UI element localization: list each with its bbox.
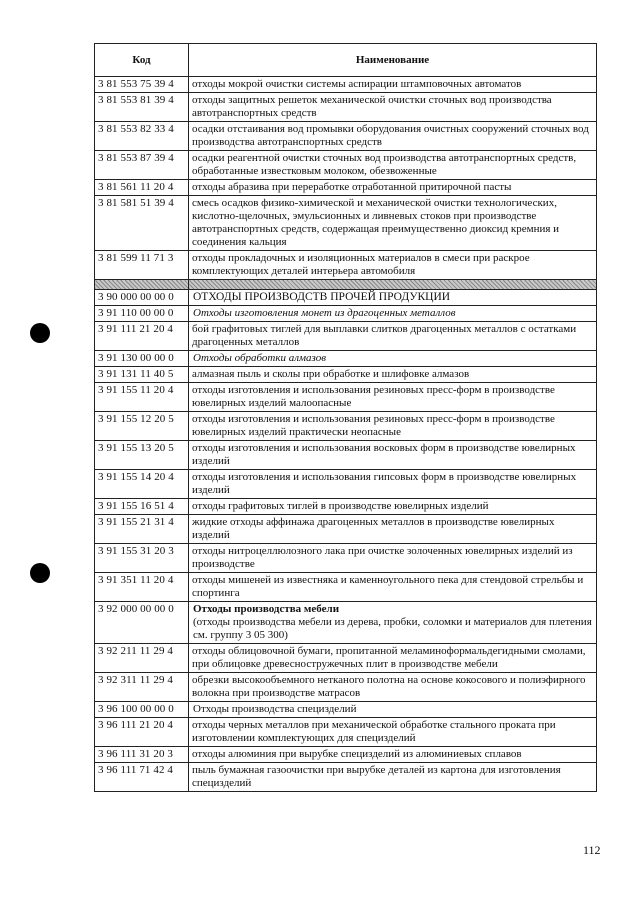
- row-code: 3 91 155 16 51 4: [95, 499, 189, 515]
- table-row: [95, 544, 597, 573]
- row-name: отходы изготовления и использования восковых форм в производстве ювелирных изделий: [189, 441, 597, 470]
- row-code: 3 96 111 31 20 3: [95, 747, 189, 763]
- subgroup-row: [95, 351, 597, 367]
- table-row: [95, 93, 597, 122]
- table-row: [95, 180, 597, 196]
- group-title: Отходы производства специзделий: [189, 702, 597, 718]
- row-name: смесь осадков физико-химической и механической очистки технологических, кислотно-щелочных, эмульсионных и ливневых стоков при производстве автотранспортных средств, содержащая преимущественно диоксид кремния и соединения кальция: [189, 196, 597, 251]
- row-name: отходы абразива при переработке отработанной притирочной пасты: [189, 180, 597, 196]
- row-code: 3 91 155 31 20 3: [95, 544, 189, 573]
- table-row: [95, 763, 597, 792]
- group-row: [95, 702, 597, 718]
- row-code: 3 81 581 51 39 4: [95, 196, 189, 251]
- table-row: [95, 718, 597, 747]
- row-name: отходы прокладочных и изоляционных материалов в смеси при раскрое комплектующих деталей интерьера автомобиля: [189, 251, 597, 280]
- section-title: ОТХОДЫ ПРОИЗВОДСТВ ПРОЧЕЙ ПРОДУКЦИИ: [189, 290, 597, 306]
- table-row: [95, 747, 597, 763]
- row-name: алмазная пыль и сколы при обработке и шлифовке алмазов: [189, 367, 597, 383]
- row-code: 3 96 111 21 20 4: [95, 718, 189, 747]
- section-divider-band: [95, 280, 597, 290]
- row-code: 3 81 553 81 39 4: [95, 93, 189, 122]
- binder-hole: [30, 563, 50, 583]
- row-code: 3 81 553 82 33 4: [95, 122, 189, 151]
- row-code: 3 92 211 11 29 4: [95, 644, 189, 673]
- row-code: 3 92 311 11 29 4: [95, 673, 189, 702]
- section-code: 3 90 000 00 00 0: [95, 290, 189, 306]
- subgroup-code: 3 91 130 00 00 0: [95, 351, 189, 367]
- row-name: отходы нитроцеллюлозного лака при очистке золоченных ювелирных изделий из производстве: [189, 544, 597, 573]
- table-row: [95, 251, 597, 280]
- row-code: 3 91 155 12 20 5: [95, 412, 189, 441]
- row-code: 3 91 155 11 20 4: [95, 383, 189, 412]
- waste-classification-table: [94, 43, 597, 792]
- row-name: отходы мокрой очистки системы аспирации штамповочных автоматов: [189, 77, 597, 93]
- group-title: Отходы производства мебели: [193, 603, 340, 615]
- row-code: 3 91 131 11 40 5: [95, 367, 189, 383]
- subgroup-code: 3 91 110 00 00 0: [95, 306, 189, 322]
- table-row: [95, 412, 597, 441]
- table-row: [95, 573, 597, 602]
- group-row: [95, 602, 597, 644]
- row-name: обрезки высокообъемного нетканого полотна на основе кокосового и полиэфирного волокна при производстве матрасов: [189, 673, 597, 702]
- table-row: [95, 196, 597, 251]
- row-code: 3 91 111 21 20 4: [95, 322, 189, 351]
- section-row: [95, 290, 597, 306]
- table-row: [95, 644, 597, 673]
- table-row: [95, 515, 597, 544]
- row-code: 3 91 155 21 31 4: [95, 515, 189, 544]
- row-name: отходы защитных решеток механической очистки сточных вод производства автотранспортных средств: [189, 93, 597, 122]
- group-cell: [189, 602, 597, 644]
- binder-hole: [30, 323, 50, 343]
- row-name: отходы изготовления и использования гипсовых форм в производстве ювелирных изделий: [189, 470, 597, 499]
- row-name: отходы графитовых тиглей в производстве ювелирных изделий: [189, 499, 597, 515]
- table-row: [95, 151, 597, 180]
- row-code: 3 91 155 13 20 5: [95, 441, 189, 470]
- row-code: 3 81 561 11 20 4: [95, 180, 189, 196]
- group-note: (отходы производства мебели из дерева, пробки, соломки и материалов для плетения см. группу 3 05 300): [193, 616, 592, 641]
- row-name: бой графитовых тиглей для выплавки слитков драгоценных металлов с остатками драгоценных металлов: [189, 322, 597, 351]
- table-row: [95, 441, 597, 470]
- table-header-row: [95, 44, 597, 77]
- row-name: отходы изготовления и использования резиновых пресс-форм в производстве ювелирных изделий малоопасные: [189, 383, 597, 412]
- row-code: 3 91 351 11 20 4: [95, 573, 189, 602]
- row-name: отходы мишеней из известняка и каменноугольного пека для стендовой стрельбы и спортинга: [189, 573, 597, 602]
- table-row: [95, 322, 597, 351]
- subgroup-row: [95, 306, 597, 322]
- table-row: [95, 367, 597, 383]
- subgroup-title: Отходы изготовления монет из драгоценных металлов: [189, 306, 597, 322]
- row-code: 3 81 553 75 39 4: [95, 77, 189, 93]
- table-row: [95, 383, 597, 412]
- row-name: жидкие отходы аффинажа драгоценных металлов в производстве ювелирных изделий: [189, 515, 597, 544]
- row-code: 3 81 599 11 71 3: [95, 251, 189, 280]
- table-row: [95, 673, 597, 702]
- row-code: 3 91 155 14 20 4: [95, 470, 189, 499]
- group-code: 3 96 100 00 00 0: [95, 702, 189, 718]
- group-code: 3 92 000 00 00 0: [95, 602, 189, 644]
- row-code: 3 81 553 87 39 4: [95, 151, 189, 180]
- row-name: осадки отстаивания вод промывки оборудования очистных сооружений сточных вод производства автотранспортных средств: [189, 122, 597, 151]
- row-name: отходы алюминия при вырубке специзделий из алюминиевых сплавов: [189, 747, 597, 763]
- row-code: 3 96 111 71 42 4: [95, 763, 189, 792]
- row-name: осадки реагентной очистки сточных вод производства автотранспортных средств, обработанные известковым молоком, обезвоженные: [189, 151, 597, 180]
- row-name: пыль бумажная газоочистки при вырубке деталей из картона для изготовления специзделий: [189, 763, 597, 792]
- table-row: [95, 470, 597, 499]
- page-number: 112: [583, 843, 601, 857]
- row-name: отходы черных металлов при механической обработке стального проката при изготовлении комплектующих для специзделий: [189, 718, 597, 747]
- table-row: [95, 77, 597, 93]
- header-name: Наименование: [189, 44, 597, 77]
- row-name: отходы изготовления и использования резиновых пресс-форм в производстве ювелирных изделий практически неопасные: [189, 412, 597, 441]
- table-row: [95, 499, 597, 515]
- subgroup-title: Отходы обработки алмазов: [189, 351, 597, 367]
- row-name: отходы облицовочной бумаги, пропитанной меламиноформальдегидными смолами, при облицовке древесностружечных плит в производстве мебели: [189, 644, 597, 673]
- table-row: [95, 122, 597, 151]
- header-code: Код: [95, 44, 189, 77]
